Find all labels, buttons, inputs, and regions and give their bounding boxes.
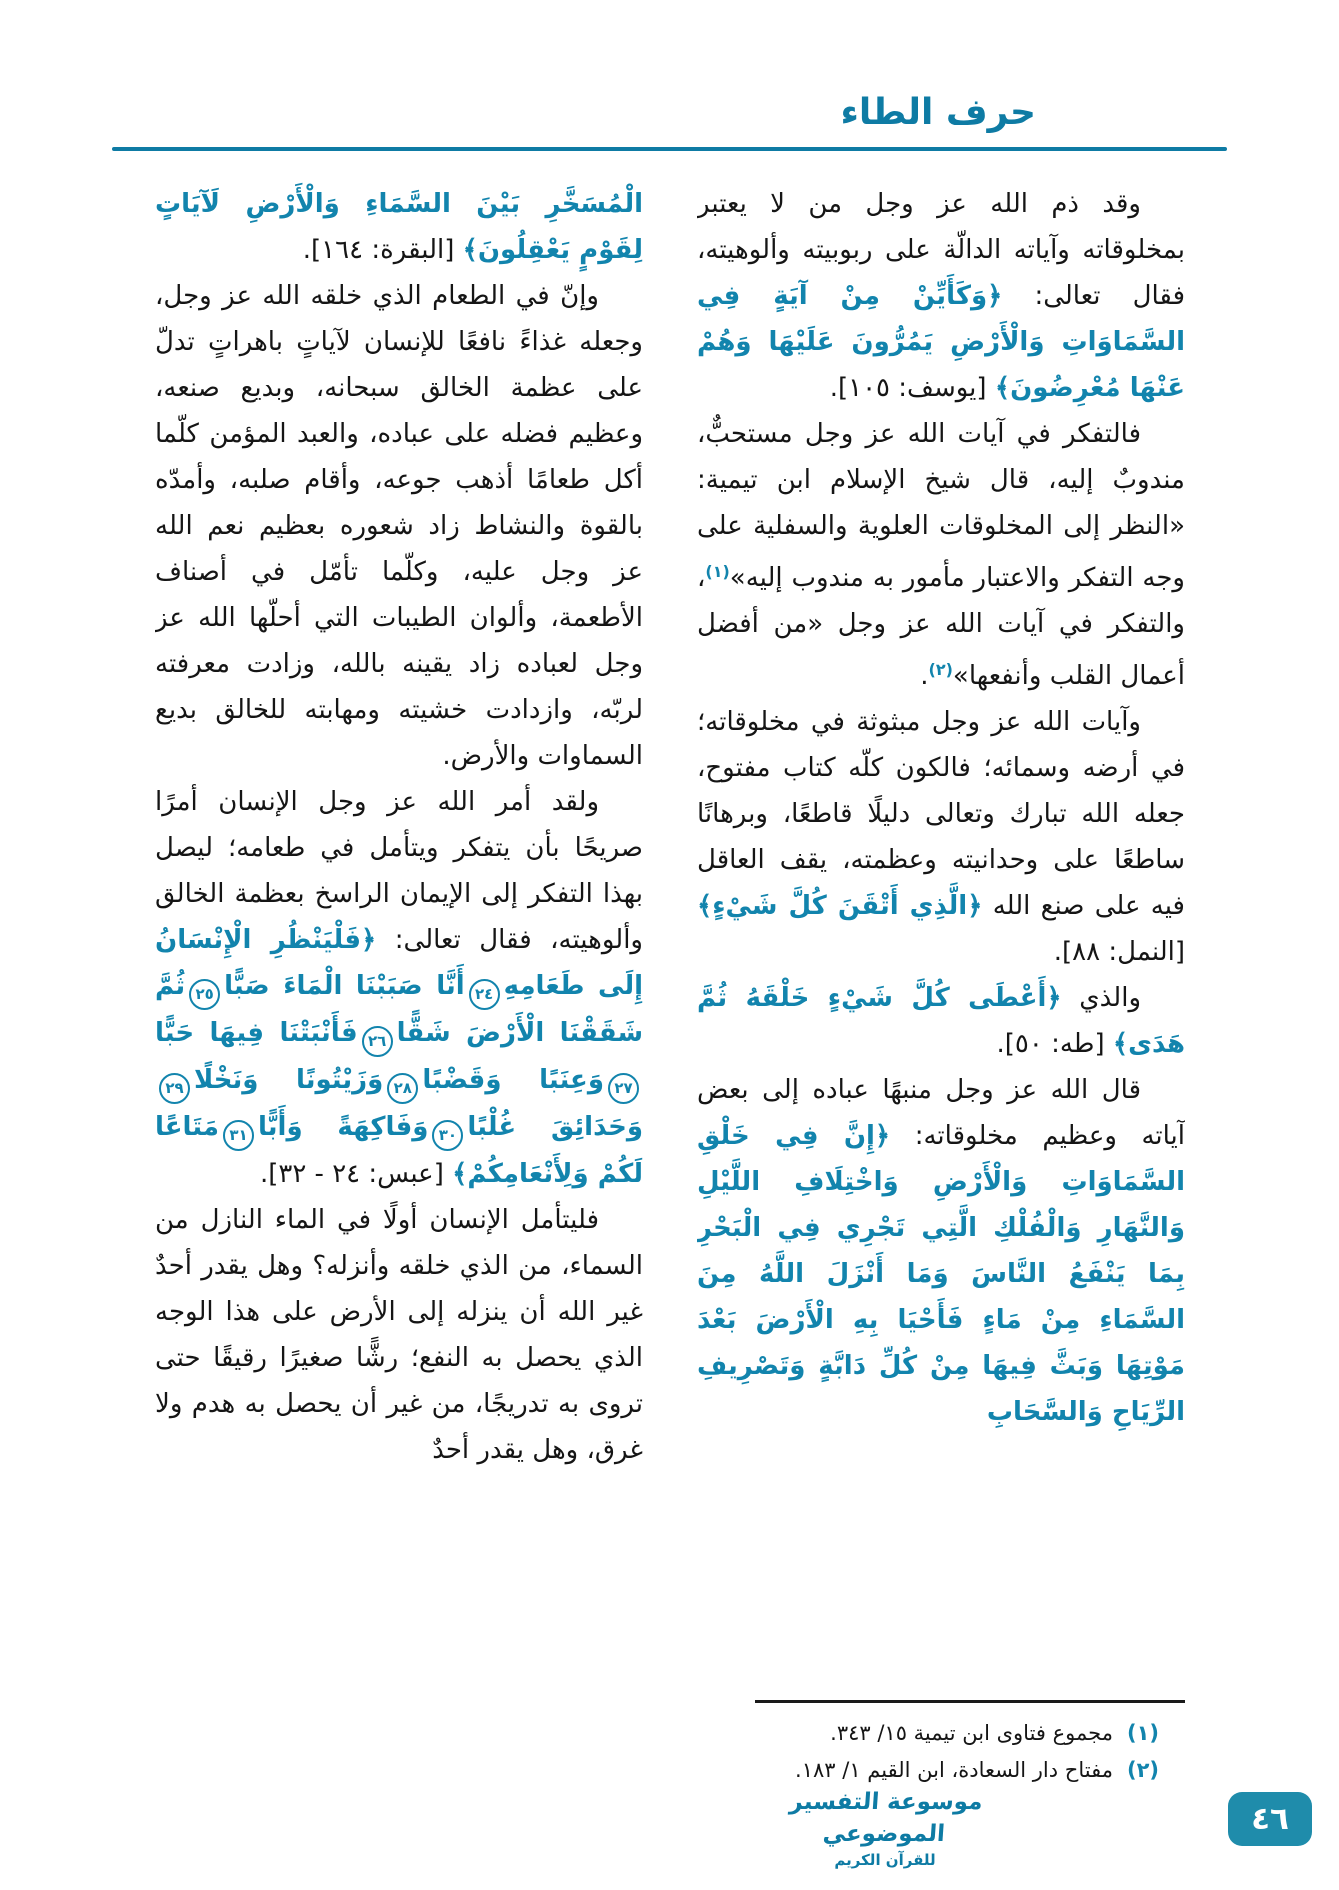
footnote-list	[697, 1715, 1185, 1789]
page-number-badge: ٤٦	[1228, 1792, 1312, 1846]
verse-reference: [عبس: ٢٤ - ٣٢].	[259, 1159, 453, 1189]
body-text: وآيات الله عز وجل مبثوثة في مخلوقاته؛ في أرضه وسمائه؛ فالكون كلّه كتاب مفتوح، جعله الله تبارك وتعالى دليلًا قاطعًا، وبرهانًا ساطعًا على وحدانيته وعظمته، يقف العاقل فيه على صنع الله	[697, 707, 1185, 921]
paragraph	[697, 975, 1185, 1067]
section-title: حرف الطاء	[840, 92, 1036, 133]
paragraph	[697, 411, 1185, 699]
quran-verse: ﴿وَكَأَيِّنْ مِنْ آيَةٍ فِي السَّمَاوَاتِ وَالْأَرْضِ يَمُرُّونَ عَلَيْهَا وَهُمْ عَنْهَا مُعْرِضُونَ﴾	[697, 281, 1185, 403]
footnotes-section	[697, 1700, 1185, 1789]
footnote	[697, 1715, 1185, 1752]
verse-reference: [البقرة: ١٦٤].	[302, 235, 463, 265]
text-columns	[154, 181, 1185, 1473]
ayah-number: ٢٨	[387, 1073, 418, 1104]
ayah-number: ٣١	[223, 1120, 254, 1151]
header-divider	[112, 147, 1227, 151]
ayah-number: ٢٥	[189, 979, 220, 1010]
body-text: والذي	[1061, 983, 1141, 1013]
quran-verse: وَحَدَائِقَ غُلْبًا	[467, 1112, 643, 1142]
ayah-number: ٢٤	[469, 979, 500, 1010]
quran-verse: وَفَاكِهَةً وَأَبًّا	[258, 1112, 429, 1142]
verse-reference: [النمل: ٨٨].	[1053, 937, 1185, 967]
verse-reference: [يوسف: ١٠٥].	[829, 373, 995, 403]
quran-verse: وَعِنَبًا وَقَضْبًا	[422, 1065, 604, 1095]
body-text: ولقد أمر الله عز وجل الإنسان أمرًا صريحًا بأن يتفكر ويتأمل في طعامه؛ ليصل بهذا التفكر إلى الإيمان الراسخ بعظمة الخالق وألوهيته، فقال تعالى:	[155, 787, 643, 955]
publisher-logo-subtitle: للقرآن الكريم	[834, 1851, 936, 1869]
footnote-marker: (١)	[705, 562, 730, 581]
ayah-number: ٢٧	[608, 1073, 639, 1104]
body-text: فليتأمل الإنسان أولًا في الماء النازل من السماء، من الذي خلقه وأنزله؟ وهل يقدر أحدٌ غير الله أن ينزله إلى الأرض على هذا الوجه الذي يحصل به النفع؛ رشًّا صغيرًا رقيقًا حتى تروى به تدريجًا، من غير أن يحصل به هدم ولا غرق، وهل يقدر أحدٌ	[155, 1205, 643, 1465]
footnote-number: (٢)	[1126, 1758, 1159, 1782]
paragraph	[697, 699, 1185, 975]
publisher-logo-title: موسوعة التفسير الموضوعي	[788, 1789, 984, 1847]
paragraph	[155, 779, 643, 1197]
footnote-number: (١)	[1126, 1721, 1159, 1745]
ayah-number: ٢٦	[362, 1026, 393, 1057]
quran-verse: فَأَنْبَتْنَا فِيهَا حَبًّا	[155, 1018, 358, 1048]
paragraph	[155, 273, 643, 779]
quran-verse: ﴿إِنَّ فِي خَلْقِ السَّمَاوَاتِ وَالْأَرْضِ وَاخْتِلَافِ اللَّيْلِ وَالنَّهَارِ وَالْفُلْكِ الَّتِي تَجْرِي فِي الْبَحْرِ بِمَا يَنْفَعُ النَّاسَ وَمَا أَنْزَلَ اللَّهُ مِنَ السَّمَاءِ مِنْ مَاءٍ فَأَحْيَا بِهِ الْأَرْضَ بَعْدَ مَوْتِهَا وَبَثَّ فِيهَا مِنْ كُلِّ دَابَّةٍ وَتَصْرِيفِ الرِّيَاحِ وَالسَّحَابِ	[697, 1121, 1185, 1427]
paragraph	[697, 1067, 1185, 1435]
footnote-marker: (٢)	[928, 660, 953, 679]
paragraph	[155, 1197, 643, 1473]
footnote	[697, 1752, 1185, 1789]
verse-reference: [طه: ٥٠].	[996, 1029, 1113, 1059]
body-text: فالتفكر في آيات الله عز وجل مستحبٌّ، مندوبٌ إليه، قال شيخ الإسلام ابن تيمية: «النظر إلى المخلوقات العلوية والسفلية على وجه التفكر والاعتبار مأمور به مندوب إليه»	[697, 419, 1185, 593]
column-right	[697, 181, 1185, 1435]
paragraph	[697, 181, 1185, 411]
quran-verse: الْمُسَخَّرِ بَيْنَ السَّمَاءِ وَالْأَرْضِ لَآيَاتٍ لِقَوْمٍ يَعْقِلُونَ﴾	[155, 189, 643, 265]
column-left	[155, 181, 643, 1473]
footnote-text: مجموع فتاوى ابن تيمية ١٥/ ٣٤٣.	[830, 1721, 1113, 1745]
paragraph	[155, 181, 643, 273]
publisher-logo	[765, 1786, 1005, 1870]
quran-verse: ﴿الَّذِي أَتْقَنَ كُلَّ شَيْءٍ﴾	[697, 891, 983, 921]
quran-verse: ثُمَّ شَقَقْنَا الْأَرْضَ شَقًّا	[155, 971, 643, 1048]
quran-verse: ﴿أَعْطَى كُلَّ شَيْءٍ خَلْقَهُ ثُمَّ هَدَى﴾	[697, 983, 1185, 1059]
body-text: وقد ذم الله عز وجل من لا يعتبر بمخلوقاته وآياته الدالّة على ربوبيته وألوهيته، فقال تعالى:	[697, 189, 1185, 311]
ayah-number: ٣٠	[432, 1120, 463, 1151]
quran-verse: مَتَاعًا لَكُمْ وَلِأَنْعَامِكُمْ﴾	[155, 1112, 643, 1189]
footnote-text: مفتاح دار السعادة، ابن القيم ١/ ١٨٣.	[795, 1758, 1113, 1782]
body-text: .	[920, 661, 929, 691]
quran-verse: وَزَيْتُونًا وَنَخْلًا	[194, 1065, 384, 1095]
quran-verse: أَنَّا صَبَبْنَا الْمَاءَ صَبًّا	[224, 971, 465, 1001]
quran-verse: ﴿فَلْيَنْظُرِ الْإِنْسَانُ إِلَى طَعَامِهِ	[155, 925, 643, 1001]
body-text: قال الله عز وجل منبهًا عباده إلى بعض آياته وعظيم مخلوقاته:	[697, 1075, 1185, 1151]
footnote-divider	[755, 1700, 1185, 1703]
ayah-number: ٢٩	[159, 1073, 190, 1104]
body-text: وإنّ في الطعام الذي خلقه الله عز وجل، وجعله غذاءً نافعًا للإنسان لآياتٍ باهراتٍ تدلّ على عظمة الخالق سبحانه، وبديع صنعه، وعظيم فضله على عباده، والعبد المؤمن كلّما أكل طعامًا أذهب جوعه، وأقام صلبه، وأمدّه بالقوة والنشاط زاد شعوره بعظيم نعم الله عز وجل عليه، وكلّما تأمّل في أصناف الأطعمة، وألوان الطيبات التي أحلّها الله عز وجل لعباده زاد يقينه بالله، وزادت معرفته لربّه، وازدادت خشيته ومهابته للخالق بديع السماوات والأرض.	[155, 281, 643, 771]
body-text: ، والتفكر في آيات الله عز وجل «من أفضل أعمال القلب وأنفعها»	[697, 563, 1185, 691]
